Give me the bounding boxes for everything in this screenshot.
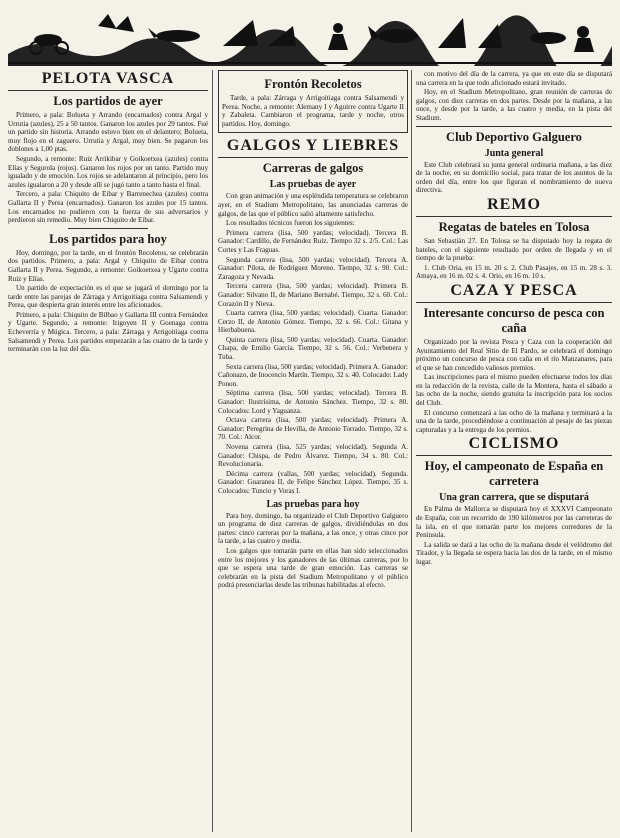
subheading: Las pruebas para hoy	[266, 498, 360, 510]
paragraph: Para hoy, domingo, ha organizado el Club Deportivo Galguero un programa de diez carreras de galgos, dividiéndolas en dos partes: cinco carreras por la mañana, a las once, y otras cinco por la tarde, a las cuatro y media.	[218, 511, 408, 546]
paragraph: Los resultados técnicos fueron los siguientes:	[226, 219, 355, 228]
section-title-caza: CAZA Y PESCA	[416, 282, 612, 303]
paragraph: Octava carrera (lisa, 500 yardas; velocidad). Primera A. Ganador: Peregrina de Hevilla, de Antonio Torrado. Tiempo, 32 s. 70. Col.: Alcor.	[218, 416, 408, 442]
article-title: Regatas de bateles en Tolosa	[438, 219, 590, 234]
paragraph: Los galgos que tomarán parte en ellas han sido seleccionados entre los mejores y los ganadores de las últimas carreras, por lo que se espera una tarde de gran emoción. Las carreras se celebrarán en la pista del Stadium Metropolitano y el público podrá presenciarlas desde las tribunas habilitadas al efecto.	[218, 546, 408, 590]
article-title: Club Deportivo Galguero	[416, 126, 612, 145]
subheading: Una gran carrera, que se disputará	[439, 492, 589, 504]
section-title-ciclismo: CICLISMO	[416, 435, 612, 456]
fronton-box	[218, 70, 408, 133]
section-title-galgos: GALGOS Y LIEBRES	[218, 137, 408, 158]
paragraph: Tarde, a pala: Zárraga y Arrigoitiaga contra Salsamendi y Perea. Noche, a remonte: Alemany I y Aguirre contra Ugarte II y Zabaleta. Cambiaron el programa, tarde y noche, otros partidos. Hoy, domingo.	[222, 94, 404, 128]
paragraph: 1. Club Oria, en 15 m. 20 s. 2. Club Pasajes, en 15 m. 28 s. 3. Amaya, en 16 m. 02 s. 4. Orio, en 16 m. 10 s.	[416, 263, 612, 281]
paragraph: con motivo del día de la carrera, ya que en este día se disputará una carrera en la que todo aficionado estará invitado.	[416, 70, 612, 87]
paragraph: Un partido de expectación es el que se jugará el domingo por la tarde entre las parejas de Zárraga y Arrigoitiaga contra Salsamendi y Perea, que despierta gran interés entre los aficionados.	[8, 284, 208, 310]
paragraph: Las inscripciones para el mismo pueden efectuarse todos los días en la redacción de la revista, calle de la Montera, hasta el sábado a las ocho de la noche, siendo gratuita la inscripción para los socios del Club.	[416, 373, 612, 408]
column-left	[8, 70, 208, 832]
paragraph: Hoy, en el Stadium Metropolitano, gran reunión de carreras de galgos, con diez carreras en dos partes. Desde por la mañana, a las once, y desde por la tarde, a las cuatro y media, en la pista del Stadium.	[416, 88, 612, 122]
column-middle	[218, 70, 408, 832]
paragraph: El concurso comenzará a las ocho de la mañana y terminará a la una de la tarde, procediéndose a continuación al pesaje de las piezas capturadas y a la entrega de los premios.	[416, 408, 612, 434]
paragraph: Tercero, a pala: Chiquito de Eibar y Barrenechea (azules) contra Gallarta II y Perea (encarnados). Ganaron los azules por 15 tantos. Los encarnados no pudieron con la fuerza de sus adversarios y perdieron sin remedio. Muy bien Chiquito de Eibar.	[8, 190, 208, 225]
paragraph: Cuarta carrera (lisa, 500 yardas; velocidad). Cuarta. Ganador: Cerzo II, de Antonio Gómez. Tiempo, 32 s. 66. Col.: Gitana y Hierbabuena.	[218, 309, 408, 335]
column-right	[416, 70, 612, 832]
article-title: Interesante concurso de pesca con caña	[423, 305, 605, 335]
paragraph: Hoy, domingo, por la tarde, en el frontón Recoletos, se celebrarán dos partidos. Primero, a pala: Argal y Chiquito de Eibar contra Gallarta II y Perea. Segundo, a remonte: Goikoetxea y Ugarte contra Ruiz y Elías.	[8, 248, 208, 283]
divider	[68, 228, 148, 229]
article-title: Carreras de galgos	[262, 161, 364, 176]
paragraph: Quinta carrera (lisa, 500 yardas; velocidad). Cuarta. Ganador: Chapa, de Emilio García. Tiempo, 32 s. 56. Col.: Verbenera y Tuba.	[218, 335, 408, 362]
paragraph: San Sebastián 27. En Tolosa se ha disputado hoy la regata de bateles, con el siguiente resultado por orden de llegada y en el tiempo de la prueba:	[416, 236, 612, 263]
column-rule	[411, 70, 412, 832]
article-title: Los partidos para hoy	[49, 231, 167, 246]
section-title-pelota: PELOTA VASCA	[8, 70, 208, 91]
paragraph: Con gran animación y una espléndida temperatura se celebraron ayer, en el Stadium Metropolitano, las anunciadas carreras de galgos, de las que el público salió altamente satisfecho.	[218, 192, 408, 218]
article-title: Los partidos de ayer	[53, 94, 163, 108]
section-title-remo: REMO	[416, 196, 612, 217]
paragraph: Primero, a pala: Bolueta y Arrando (encarnados) contra Argal y Urrutia (azules), 25 a 50 tantos. Ganaron los azules por 29 tantos. Fué un partido sin historia. Arrando estuvo bien en el delantero; Bolueta, muy flojo en el zaguero. Urrutia y Argal, muy bien. Se pagaron los doblones a 1,00 ptas.	[8, 111, 208, 154]
column-rule	[212, 70, 213, 832]
paragraph: Novena carrera (lisa, 525 yardas; velocidad). Segunda A. Ganador: Chispa, de Pedro Álvarez. Tiempo, 34 s. 80. Col.: Revolucionaria.	[218, 443, 408, 469]
paragraph: Tercera carrera (lisa, 500 yardas; velocidad). Primera B. Ganador: Silvano II, de Mariano Bernabé. Tiempo, 32 s. 60. Col.: Corazón II y Nieva.	[218, 282, 408, 308]
paragraph: Organizado por la revista Pesca y Caza con la cooperación del Ayuntamiento del Real Sitio de El Pardo, se celebrará el domingo próximo un concurso de pesca con caña en el río Manzanares, para el que se han concedido valiosos premios.	[416, 337, 612, 372]
paragraph: La salida se dará a las ocho de la mañana desde el velódromo del Tirador, y la llegada se espera hacia las dos de la tarde, en el mismo lugar.	[416, 540, 612, 566]
paragraph: Este Club celebrará su junta general ordinaria mañana, a las diez de la noche, en su domicilio social, para tratar de los asuntos de la orden del día, entre los que figuran el nombramiento de nueva directiva.	[416, 160, 612, 195]
subheading: Las pruebas de ayer	[269, 179, 357, 191]
box-title: Frontón Recoletos	[264, 77, 362, 91]
paragraph: En Palma de Mallorca se disputará hoy el XXXVI Campeonato de España, con un recorrido de 190 kilómetros por las carreteras de la isla, en el que tomarán parte los mejores corredores de la Península.	[416, 505, 612, 540]
paragraph: Sexta carrera (lisa, 500 yardas; velocidad). Primera A. Ganador: Cañonazo, de Inocencio Martín. Tiempo, 32 s. 40. Colocado: Lady Ponon.	[218, 362, 408, 388]
paragraph: Primero, a pala: Chiquito de Bilbao y Gallarta III contra Fernández y Ugarte. Segundo, a remonte: Irigoyen II y Goenaga contra Echeverría y Múgica. Tercero, a pala: Zárraga y Arrigoitiaga contra Salsamendi y Perea. Los partidos empezarán a las cuatro de la tarde y terminarán con la luz del día.	[8, 310, 208, 354]
paragraph: Segundo, a remonte: Ruiz Arrikibar y Goikoetxea (azules) contra Elías y Segurola (rojos). Ganaron los rojos por un tanto. Partido muy igualado y de emoción. Los rojos se adelantaron al principio, pero los azules igualaron a 20 y desde allí se jugó tanto a tanto hasta el final.	[8, 154, 208, 189]
sports-banner-illustration	[8, 6, 612, 66]
paragraph: Segunda carrera (lisa, 500 yardas; velocidad). Tercera A. Ganador: Pilota, de Rodríguez Moreno. Tiempo, 32 s. 90. Col.: Zaragoza y Nevada.	[218, 255, 408, 281]
paragraph: Décima carrera (vallas, 500 yardas; velocidad). Segunda. Ganador: Guaranea II, de Felipe Sánchez López. Tiempo, 35 s. Colocados: Tuncio y Voras I.	[218, 469, 408, 495]
article-title: Hoy, el campeonato de España en carretera	[424, 459, 604, 489]
paragraph: Primera carrera (lisa, 500 yardas; velocidad). Tercera B. Ganador: Cardillo, de Fernández Ruiz. Tiempo 32 s. 2/5. Col.: Las Cortes y Las Fraguas.	[218, 228, 408, 254]
paragraph: Séptima carrera (lisa, 500 yardas; velocidad). Tercera B. Ganador: Ilustrísima, de Antonio Sánchez. Tiempo, 32 s. 80. Colocados: Lord y Yaguanza.	[218, 389, 408, 415]
subheading: Junta general	[484, 147, 544, 159]
